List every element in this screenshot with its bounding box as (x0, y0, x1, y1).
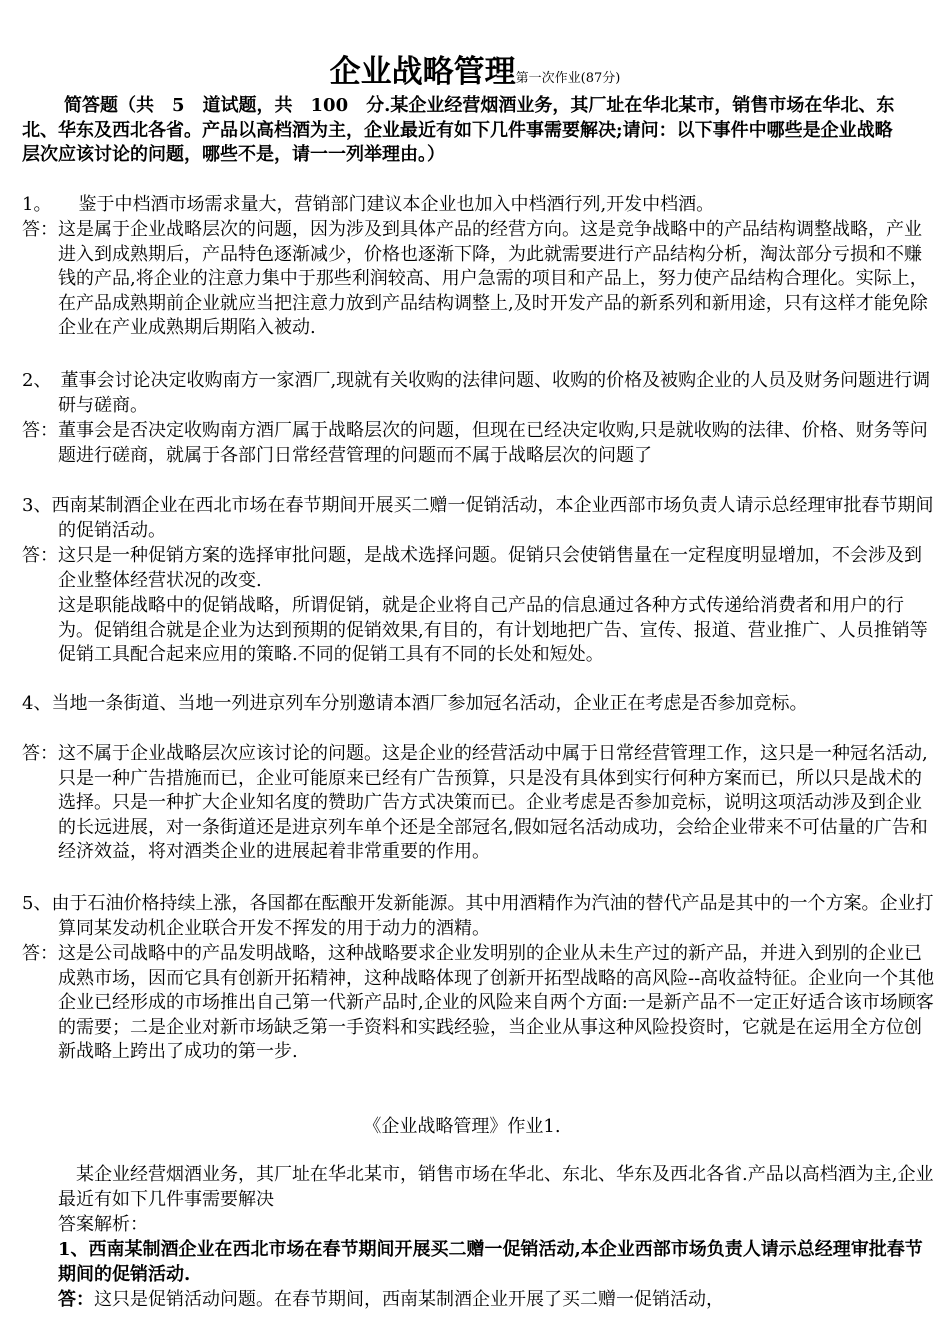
answer-3-continued: 这是职能战略中的促销战略，所谓促销，就是企业将自己产品的信息通过各种方式传递给消费者和用户的行为。促销组合就是企业为达到预期的促销效果,有目的，有计划地把广告、宣传、报道、营业推广、人员推销等促销工具配合起来应用的策略.不同的促销工具有不同的长处和短处。 (58, 595, 928, 665)
question-4: 4、当地一条街道、当地一列进京列车分别邀请本酒厂参加冠名活动，企业正在考虑是否参加竞标。 (22, 693, 808, 714)
answer-1: 答：这是属于企业战略层次的问题，因为涉及到具体产品的经营方向。这是竞争战略中的产品结构调整战略，产业进入到成熟期后，产品特色逐渐减少，价格也逐渐下降，为此就需要进行产品结构分析，淘汰部分亏损和不赚钱的产品,将企业的注意力集中于那些利润较高、用户急需的项目和产品上，努力使产品结构合理化。实际上，在产品成熟期前企业就应当把注意力放到产品结构调整上,及时开发产品的新系列和新用途，只有这样才能免除企业在产业成熟期后期陷入被动. (22, 219, 928, 338)
section2-title: 《企业战略管理》作业1. (363, 1116, 561, 1137)
question-3: 3、西南某制酒企业在西北市场在春节期间开展买二赠一促销活动，本企业西部市场负责人请示总经理审批春节期间的促销活动。 (22, 495, 934, 541)
title-row (0, 52, 950, 99)
intro-paragraph: 简答题（共 5 道试题，共 100 分.某企业经营烟酒业务，其厂址在华北某市，销售市场在华北、东北、华东及西北各省。产品以高档酒为主，企业最近有如下几件事需要解决;请问：以下事件中哪些是企业战略层次应该讨论的问题，哪些不是，请一一列举理由。） (22, 95, 895, 165)
section2-answer-1 (22, 1288, 938, 1313)
answer-4: 答：这不属于企业战略层次应该讨论的问题。这是企业的经营活动中属于日常经营管理工作，这只是一种冠名活动,只是一种广告措施而已，企业可能原来已经有广告预算，只是没有具体到实行何种方案而已，所以只是战术的选择。只是一种扩大企业知名度的赞助广告方式决策而已。企业考虑是否参加竞标，说明这项活动涉及到企业的长远进展，对一条街道还是进京列车单个还是全部冠名,假如冠名活动成功，会给企业带来不可估量的广告和经济效益，将对酒类企业的进展起着非常重要的作用。 (22, 743, 928, 862)
question-2: 2、 董事会讨论决定收购南方一家酒厂,现就有关收购的法律问题、收购的价格及被购企业的人员及财务问题进行调研与磋商。 (22, 370, 931, 416)
section2-question-1: 1、西南某制酒企业在西北市场在春节期间开展买二赠一促销活动,本企业西部市场负责人请示总经理审批春节期间的促销活动. (58, 1239, 923, 1285)
section2-answer-1-text: 这只是促销活动问题。在春节期间，西南某制酒企业开展了买二赠一促销活动， (94, 1289, 724, 1310)
question-1: 1。 鉴于中档酒市场需求量大，营销部门建议本企业也加入中档酒行列,开发中档酒。 (22, 194, 715, 215)
answer-analysis-label: 答案解析： (58, 1214, 148, 1235)
question-5: 5、由于石油价格持续上涨，各国都在酝酿开发新能源。其中用酒精作为汽油的替代产品是其中的一个方案。企业打算同某发动机企业联合开发不挥发的用于动力的酒精。 (22, 893, 934, 939)
page-subtitle: 第一次作业(87分) (515, 71, 621, 86)
answer-3: 答：这只是一种促销方案的选择审批问题，是战术选择问题。促销只会使销售量在一定程度明显增加，不会涉及到企业整体经营状况的改变. (22, 545, 922, 591)
page-title: 企业战略管理 (329, 54, 516, 90)
answer-2: 答：董事会是否决定收购南方酒厂属于战略层次的问题，但现在已经决定收购,只是就收购的法律、价格、财务等问题进行磋商，就属于各部门日常经营管理的问题而不属于战略层次的问题了 (22, 420, 928, 466)
answer-5: 答：这是公司战略中的产品发明战略，这种战略要求企业发明别的企业从未生产过的新产品，并进入到别的企业已成熟市场，因而它具有创新开拓精神，这种战略体现了创新开拓型战略的高风险--高收益特征。企业向一个其他企业已经形成的市场推出自己第一代新产品时,企业的风险来自两个方面:一是新产品不一定正好适合该市场顾客的需要；二是企业对新市场缺乏第一手资料和实践经验，当企业从事这种风险投资时，它就是在运用全方位创新战略上跨出了成功的第一步. (22, 943, 935, 1062)
section2-intro: 某企业经营烟酒业务，其厂址在华北某市，销售市场在华北、东北、华东及西北各省.产品以高档酒为主,企业最近有如下几件事需要解决 (58, 1164, 934, 1210)
answer-label: 答： (58, 1289, 94, 1310)
